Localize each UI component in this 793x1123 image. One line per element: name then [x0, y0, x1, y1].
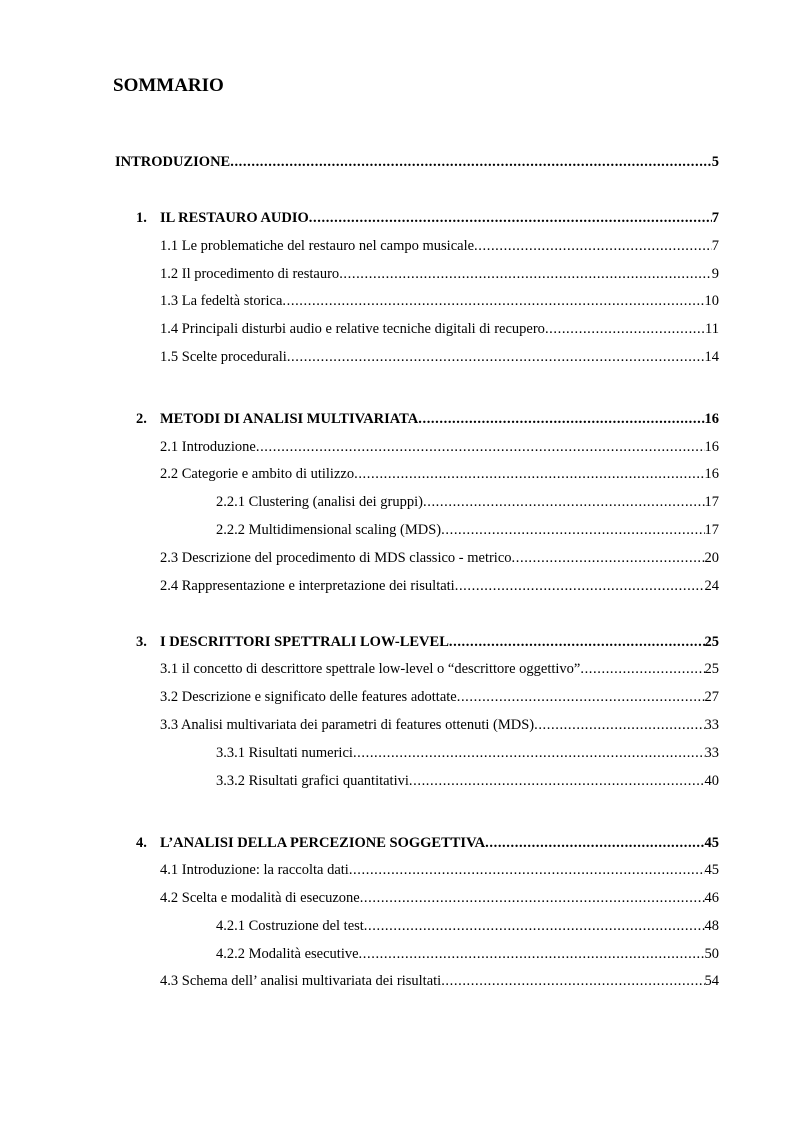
- toc-entry-3-3-1[interactable]: [216, 743, 719, 763]
- toc-entry-label: 2.2 Categorie e ambito di utilizzo: [160, 466, 355, 482]
- toc-entry-page: 27: [704, 689, 719, 705]
- toc-entry-1-4[interactable]: [160, 319, 719, 339]
- toc-entry-1-3[interactable]: [160, 291, 719, 311]
- chapter-number: 3.: [136, 634, 147, 650]
- chapter-number: 4.: [136, 835, 147, 851]
- toc-entry-label: 3.3 Analisi multivariata dei parametri di features ottenuti (MDS): [160, 717, 535, 733]
- toc-entry-label: 1.3 La fedeltà storica: [160, 293, 283, 309]
- dot-leader: [455, 576, 705, 596]
- toc-chapter-1[interactable]: [136, 208, 719, 228]
- toc-chapter-2[interactable]: [136, 409, 719, 429]
- dot-leader: [360, 888, 705, 908]
- chapter-page: 45: [704, 835, 719, 851]
- toc-entry-page: 9: [711, 266, 719, 282]
- toc-entry-2-3[interactable]: [160, 548, 719, 568]
- toc-entry-page: 25: [704, 661, 719, 677]
- dot-leader: [287, 347, 705, 367]
- toc-entry-page: 10: [704, 293, 719, 309]
- toc-entry-page: 20: [704, 550, 719, 566]
- toc-chapter-3[interactable]: [136, 632, 719, 652]
- chapter-title: METODI DI ANALISI MULTIVARIATA: [160, 411, 419, 427]
- page-title: SOMMARIO: [113, 75, 224, 96]
- dot-leader: [512, 548, 705, 568]
- toc-entry-4-2-2[interactable]: [216, 944, 719, 964]
- toc-entry-label: 3.3.2 Risultati grafici quantitativi: [216, 773, 409, 789]
- toc-entry-3-3-2[interactable]: [216, 771, 719, 791]
- chapter-page: 7: [711, 210, 719, 226]
- toc-entry-page: 33: [704, 717, 719, 733]
- dot-leader: [457, 687, 705, 707]
- dot-leader: [423, 492, 705, 512]
- toc-entry-label: 2.3 Descrizione del procedimento di MDS classico - metrico: [160, 550, 512, 566]
- dot-leader: [359, 944, 705, 964]
- toc-entry-2-2-2[interactable]: [216, 520, 719, 540]
- toc-entry-introduzione[interactable]: [115, 152, 719, 172]
- chapter-number: 2.: [136, 411, 147, 427]
- toc-entry-page: 16: [704, 466, 719, 482]
- toc-entry-label: 3.3.1 Risultati numerici: [216, 745, 353, 761]
- toc-entry-label: 2.4 Rappresentazione e interpretazione dei risultati: [160, 578, 455, 594]
- toc-entry-page: 11: [705, 321, 719, 337]
- toc-entry-page: 45: [704, 862, 719, 878]
- toc-entry-page: 16: [704, 439, 719, 455]
- toc-entry-label: 4.2.2 Modalità esecutive: [216, 946, 359, 962]
- chapter-title: IL RESTAURO AUDIO: [160, 210, 309, 226]
- dot-leader: [409, 771, 705, 791]
- toc-entry-label: INTRODUZIONE: [115, 154, 231, 170]
- dot-leader: [449, 632, 705, 652]
- dot-leader: [256, 437, 705, 457]
- toc-entry-page: 17: [704, 522, 719, 538]
- toc-entry-1-2[interactable]: [160, 264, 719, 284]
- toc-entry-label: 1.5 Scelte procedurali: [160, 349, 287, 365]
- toc-entry-page: 48: [704, 918, 719, 934]
- dot-leader: [545, 319, 705, 339]
- dot-leader: [418, 409, 704, 429]
- toc-entry-label: 3.2 Descrizione e significato delle features adottate: [160, 689, 457, 705]
- toc-entry-2-4[interactable]: [160, 576, 719, 596]
- toc-entry-1-5[interactable]: [160, 347, 719, 367]
- toc-entry-4-1[interactable]: [160, 860, 719, 880]
- dot-leader: [353, 743, 705, 763]
- chapter-page: 25: [704, 634, 719, 650]
- dot-leader: [534, 715, 704, 735]
- toc-entry-3-3[interactable]: [160, 715, 719, 735]
- dot-leader: [441, 971, 704, 991]
- toc-entry-4-2-1[interactable]: [216, 916, 719, 936]
- toc-entry-label: 2.2.2 Multidimensional scaling (MDS): [216, 522, 442, 538]
- toc-entry-label: 1.2 Il procedimento di restauro: [160, 266, 340, 282]
- toc-entry-1-1[interactable]: [160, 236, 719, 256]
- toc-entry-2-1[interactable]: [160, 437, 719, 457]
- toc-entry-label: 4.2 Scelta e modalità di esecuzone: [160, 890, 360, 906]
- toc-entry-2-2-1[interactable]: [216, 492, 719, 512]
- toc-entry-4-2[interactable]: [160, 888, 719, 908]
- toc-entry-page: 7: [711, 238, 719, 254]
- toc-entry-page: 33: [704, 745, 719, 761]
- toc-entry-page: 54: [704, 973, 719, 989]
- toc-entry-page: 24: [704, 578, 719, 594]
- toc-entry-page: 5: [711, 154, 719, 170]
- toc-entry-page: 17: [704, 494, 719, 510]
- dot-leader: [230, 152, 712, 172]
- toc-entry-label: 2.2.1 Clustering (analisi dei gruppi): [216, 494, 423, 510]
- dot-leader: [354, 464, 704, 484]
- dot-leader: [580, 659, 704, 679]
- toc-entry-3-2[interactable]: [160, 687, 719, 707]
- toc-entry-label: 3.1 il concetto di descrittore spettrale low-level o “descrittore oggettivo”: [160, 661, 581, 677]
- dot-leader: [349, 860, 705, 880]
- toc-entry-page: 40: [704, 773, 719, 789]
- chapter-number: 1.: [136, 210, 147, 226]
- toc-entry-label: 4.2.1 Costruzione del test: [216, 918, 364, 934]
- toc-entry-label: 4.1 Introduzione: la raccolta dati: [160, 862, 349, 878]
- toc-entry-label: 1.4 Principali disturbi audio e relative tecniche digitali di recupero: [160, 321, 545, 337]
- toc-entry-label: 2.1 Introduzione: [160, 439, 256, 455]
- toc-entry-3-1[interactable]: [160, 659, 719, 679]
- toc-chapter-4[interactable]: [136, 833, 719, 853]
- chapter-page: 16: [704, 411, 719, 427]
- dot-leader: [339, 264, 712, 284]
- dot-leader: [441, 520, 704, 540]
- dot-leader: [474, 236, 712, 256]
- dot-leader: [364, 916, 705, 936]
- toc-entry-4-3[interactable]: [160, 971, 719, 991]
- toc-entry-label: 4.3 Schema dell’ analisi multivariata dei risultati: [160, 973, 442, 989]
- chapter-title: L’ANALISI DELLA PERCEZIONE SOGGETTIVA: [160, 835, 486, 851]
- toc-entry-page: 14: [704, 349, 719, 365]
- dot-leader: [309, 208, 712, 228]
- chapter-title: I DESCRITTORI SPETTRALI LOW-LEVEL: [160, 634, 449, 650]
- dot-leader: [485, 833, 704, 853]
- toc-entry-page: 46: [704, 890, 719, 906]
- toc-entry-label: 1.1 Le problematiche del restauro nel campo musicale: [160, 238, 475, 254]
- toc-entry-page: 50: [704, 946, 719, 962]
- dot-leader: [282, 291, 704, 311]
- toc-entry-2-2[interactable]: [160, 464, 719, 484]
